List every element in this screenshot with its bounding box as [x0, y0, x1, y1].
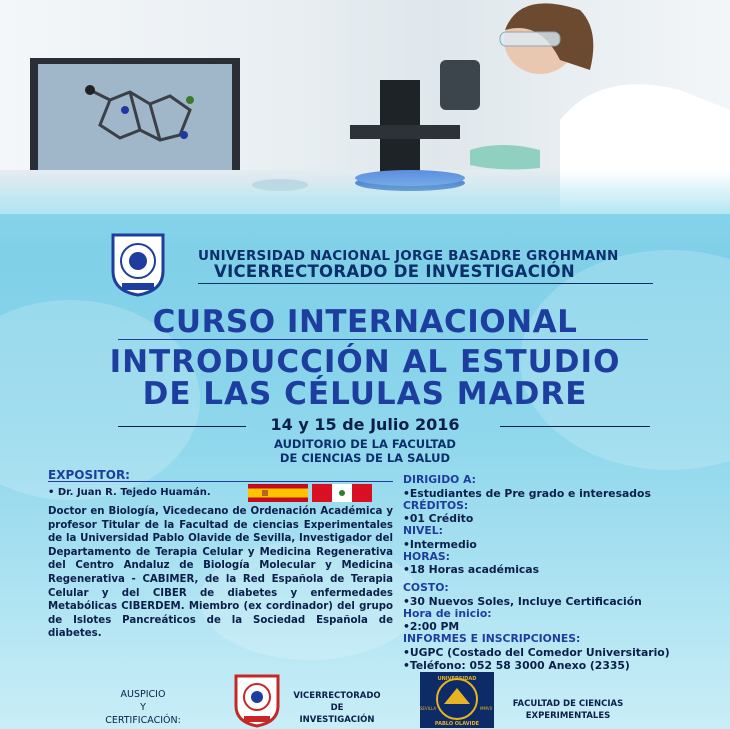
horas-label: HORAS:: [403, 549, 450, 563]
office-name: VICERRECTORADO DE INVESTIGACIÓN: [214, 262, 575, 281]
dirigido-value: •Estudiantes de Pre grado e interesados: [403, 486, 651, 500]
inscripciones-phone: •Teléfono: 052 58 3000 Anexo (2335): [403, 658, 630, 672]
gloved-hand: [470, 145, 540, 169]
atom-icon: [85, 85, 95, 95]
horas-value: •18 Horas académicas: [403, 563, 540, 576]
atom-icon: [186, 96, 194, 104]
expositor-divider: [48, 481, 393, 482]
inscripciones-label: INFORMES E INSCRIPCIONES:: [403, 632, 581, 645]
hora-inicio-label: Hora de inicio:: [403, 606, 492, 620]
monitor-screen: [38, 64, 232, 182]
peru-flag-icon: [312, 484, 372, 502]
speaker-bio: Doctor en Biología, Vicedecano de Ordenación Académica y profesor Titular de la Facultad de ciencias Experimentales de la Universidad Pablo Olavide de Sevilla, Investigador del Departamento de Terapia Celular y Medicina Regenerativa del Centro Andaluz de Biología Molecular y Medicina Regenerativa - CABIMER, de la Red Española de Terapia Celular y del CIBER de diabetes y enfermedades Metabólicas CIBERDEM. Miembro (ex cordinador) del grupo de Islotes Pancreáticos de la Sociedad Española de diabetes.: [48, 506, 393, 640]
course-details: [403, 474, 723, 672]
costo-value: •30 Nuevos Soles, Incluye Certificación: [403, 594, 642, 608]
auspicio-label: AUSPICIO Y CERTIFICACIÓN:: [105, 689, 181, 726]
atom-icon: [121, 106, 129, 114]
event-date: 14 y 15 de Julio 2016: [270, 415, 460, 434]
venue-line1: AUDITORIO DE LA FACULTAD: [274, 437, 456, 451]
university-seal-small-icon: [232, 672, 282, 728]
hora-inicio-value: •2:00 PM: [403, 620, 460, 633]
creditos-value: •01 Crédito: [403, 512, 474, 525]
course-type-underline: [118, 339, 648, 340]
upo-bottom-text: PABLO OLAVIDE: [434, 721, 480, 727]
course-title-line2: DE LAS CÉLULAS MADRE: [142, 376, 588, 412]
upo-right-text: MMVII: [480, 706, 492, 711]
nivel-label: NIVEL:: [403, 524, 443, 537]
atom-icon: [180, 131, 188, 139]
course-type: CURSO INTERNACIONAL: [152, 304, 578, 340]
university-seal-icon: [108, 231, 168, 297]
upo-top-text: UNIVERSIDAD: [437, 676, 477, 682]
lab-photo: [0, 0, 730, 214]
header-divider: [198, 283, 653, 284]
expositor-label: EXPOSITOR:: [48, 468, 130, 482]
nivel-value: •Intermedio: [403, 537, 477, 551]
costo-label: COSTO:: [403, 581, 449, 594]
vicerrectorado-footer: VICERRECTORADO DE INVESTIGACIÓN: [293, 691, 381, 725]
course-title-line1: INTRODUCCIÓN AL ESTUDIO: [109, 344, 621, 380]
venue-line2: DE CIENCIAS DE LA SALUD: [279, 451, 451, 465]
safety-goggles-icon: [500, 32, 560, 46]
creditos-label: CRÉDITOS:: [403, 498, 469, 512]
spain-flag-icon: [248, 484, 308, 502]
facultad-footer: FACULTAD DE CIENCIAS EXPERIMENTALES: [512, 699, 624, 721]
upo-left-text: SEVILLA: [420, 706, 437, 711]
speaker-name: • Dr. Juan R. Tejedo Huamán.: [48, 487, 211, 498]
university-name: UNIVERSIDAD NACIONAL JORGE BASADRE GROHMANN: [198, 248, 619, 264]
dirigido-label: DIRIGIDO A:: [403, 473, 476, 486]
inscripciones-location: •UGPC (Costado del Comedor Universitario): [403, 645, 670, 659]
pablo-olavide-logo: [420, 672, 494, 728]
